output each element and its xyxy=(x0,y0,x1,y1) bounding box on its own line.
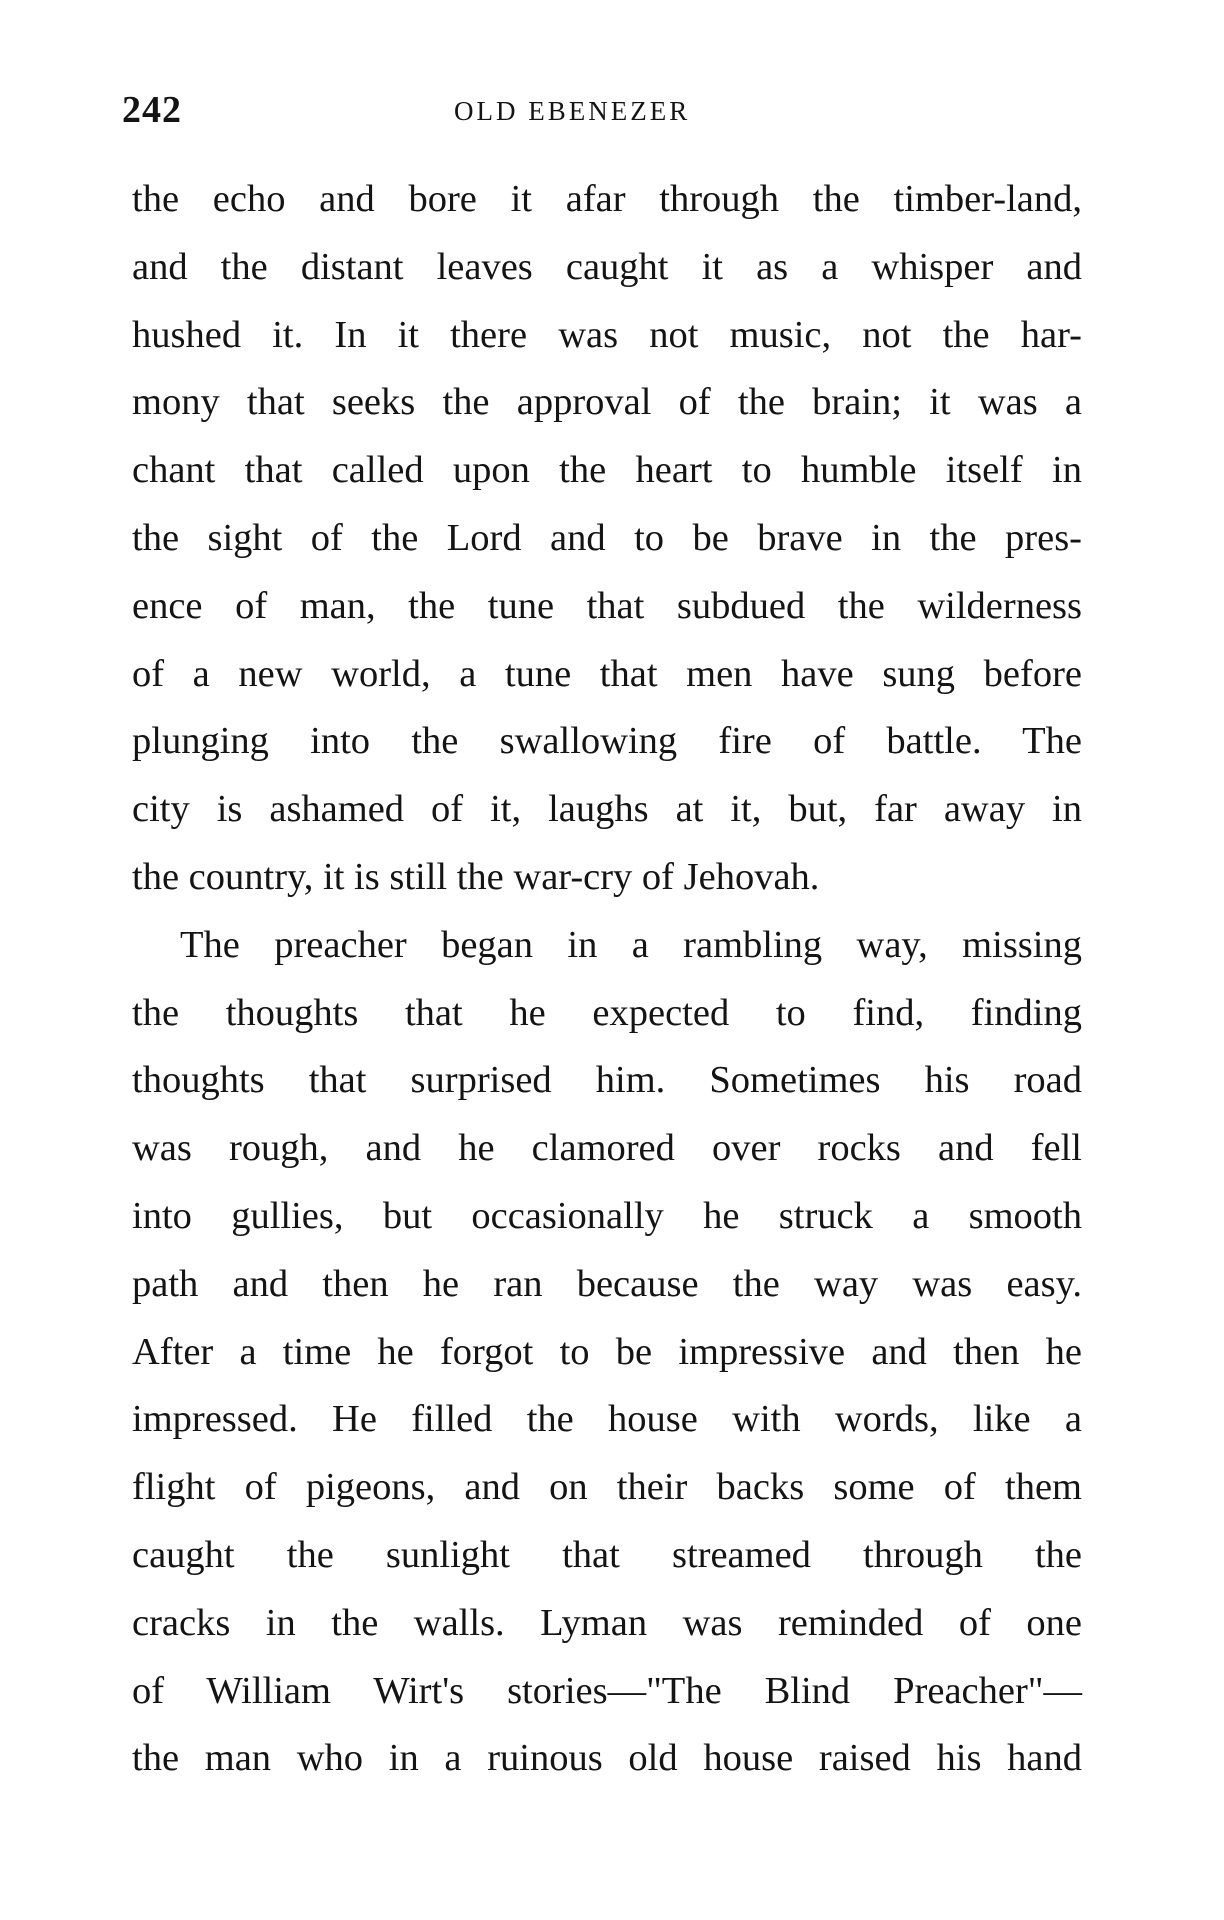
text-line: plunging into the swallowing fire of battle. The xyxy=(132,720,1082,763)
text-line: ence of man, the tune that subdued the wilderness xyxy=(132,584,1082,627)
text-line: of a new world, a tune that men have sung before xyxy=(132,652,1082,695)
text-line: the man who in a ruinous old house raised his hand xyxy=(132,1737,1082,1780)
paragraph-preacher xyxy=(132,912,1082,1793)
paragraph-continued xyxy=(132,166,1082,912)
text-line: thoughts that surprised him. Sometimes his road xyxy=(132,1059,1082,1102)
text-line: path and then he ran because the way was easy. xyxy=(132,1262,1082,1305)
text-line: hushed it. In it there was not music, not the har- xyxy=(132,313,1082,356)
running-title: OLD EBENEZER xyxy=(454,96,691,126)
text-line: city is ashamed of it, laughs at it, but, far away in xyxy=(132,788,1082,831)
text-line: impressed. He filled the house with words, like a xyxy=(132,1398,1082,1441)
text-line: the thoughts that he expected to find, finding xyxy=(132,991,1082,1034)
text-line: the sight of the Lord and to be brave in the pres- xyxy=(132,516,1082,559)
body-text xyxy=(132,166,1082,1793)
text-line: the country, it is still the war-cry of Jehovah. xyxy=(132,855,820,898)
text-line: The preacher began in a rambling way, missing xyxy=(180,923,1082,966)
text-line: mony that seeks the approval of the brain; it was a xyxy=(132,381,1082,424)
text-line: flight of pigeons, and on their backs some of them xyxy=(132,1466,1082,1509)
page-number: 242 xyxy=(122,89,182,131)
text-line: was rough, and he clamored over rocks and fell xyxy=(132,1127,1082,1170)
text-line: cracks in the walls. Lyman was reminded of one xyxy=(132,1601,1082,1644)
text-line: the echo and bore it afar through the timber-land, xyxy=(132,178,1082,220)
text-line: of William Wirt's stories—"The Blind Preacher"— xyxy=(132,1669,1082,1712)
text-line: and the distant leaves caught it as a whisper and xyxy=(132,245,1082,288)
text-line: into gullies, but occasionally he struck a smooth xyxy=(132,1194,1082,1237)
text-line: After a time he forgot to be impressive and then he xyxy=(132,1330,1082,1373)
text-line: chant that called upon the heart to humble itself in xyxy=(132,449,1082,492)
running-head xyxy=(122,88,1082,138)
text-line: caught the sunlight that streamed through the xyxy=(132,1533,1082,1576)
